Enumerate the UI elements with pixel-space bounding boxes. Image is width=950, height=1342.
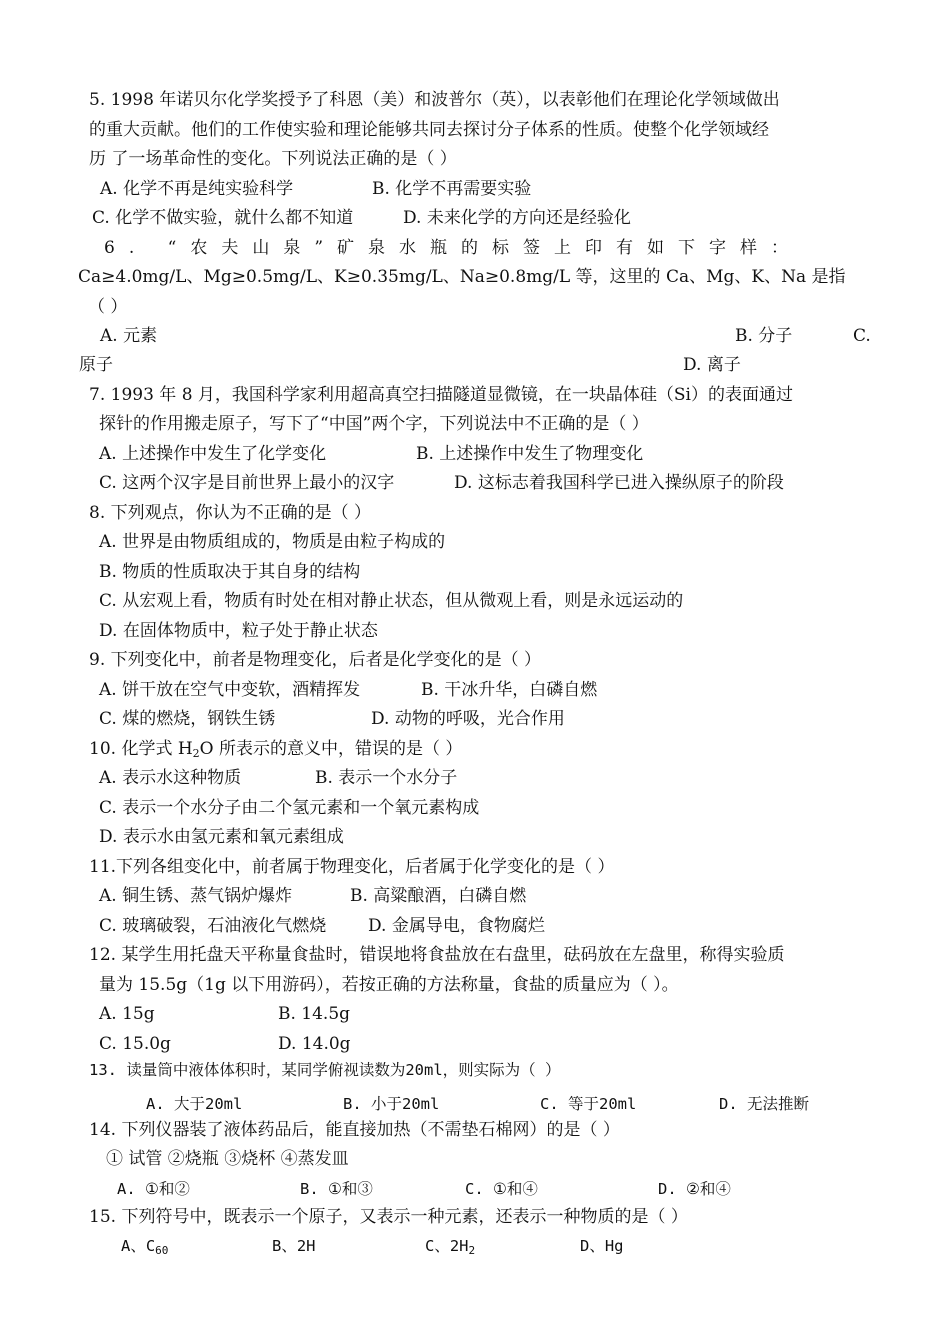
q12-option-d: D. 14.0g bbox=[278, 1034, 351, 1054]
q8-option-b: B. 物质的性质取决于其自身的结构 bbox=[99, 562, 361, 582]
q9-option-a: A. 饼干放在空气中变软，酒精挥发 bbox=[99, 680, 361, 700]
q5-stem-line3: 历 了一场革命性的变化。下列说法正确的是（ ） bbox=[89, 149, 457, 169]
q6-option-b: B. 分子 bbox=[735, 326, 793, 346]
q10-option-d: D. 表示水由氢元素和氧元素组成 bbox=[99, 827, 344, 847]
q10-stem bbox=[89, 737, 462, 766]
q15-option-c-subscript: 2 bbox=[468, 1244, 476, 1257]
q9-option-c: C. 煤的燃烧，钢铁生锈 bbox=[99, 709, 276, 729]
q5-option-a: A. 化学不再是纯实验科学 bbox=[100, 179, 294, 199]
q15-option-a-text: A、C bbox=[121, 1237, 156, 1255]
q10-stem-pre: 10. 化学式 H bbox=[89, 739, 193, 759]
q15-stem: 15. 下列符号中，既表示一个原子，又表示一种元素，还表示一种物质的是（ ） bbox=[89, 1207, 688, 1227]
q6-stem-line3: （ ） bbox=[88, 297, 128, 317]
q7-stem-line2: 探针的作用搬走原子，写下了“中国”两个字，下列说法中不正确的是（ ） bbox=[99, 414, 649, 434]
q15-option-d: D、Hg bbox=[580, 1237, 624, 1255]
q6-stem-line1: 6. “农夫山泉”矿泉水瓶的标签上印有如下字样： bbox=[104, 238, 803, 258]
q9-option-d: D. 动物的呼吸，光合作用 bbox=[371, 709, 565, 729]
q15-option-c-text: C、2H bbox=[425, 1237, 469, 1255]
q8-stem: 8. 下列观点，你认为不正确的是（ ） bbox=[89, 503, 372, 523]
q12-stem-line2: 量为 15.5g（1g 以下用游码），若按正确的方法称量，食盐的质量应为（ ）。 bbox=[99, 975, 679, 995]
q15-option-b: B、2H bbox=[272, 1237, 316, 1255]
q14-option-c: C. ①和④ bbox=[465, 1180, 538, 1198]
q14-option-a: A. ①和② bbox=[117, 1180, 190, 1198]
q6-option-a: A. 元素 bbox=[100, 326, 158, 346]
q5-option-d: D. 未来化学的方向还是经验化 bbox=[403, 208, 631, 228]
q15-option-a bbox=[121, 1234, 168, 1263]
q8-option-d: D. 在固体物质中，粒子处于静止状态 bbox=[99, 621, 378, 641]
q15-option-c bbox=[425, 1234, 475, 1263]
q8-option-c: C. 从宏观上看，物质有时处在相对静止状态，但从微观上看，则是永远运动的 bbox=[99, 591, 684, 611]
q11-option-d: D. 金属导电，食物腐烂 bbox=[368, 916, 545, 936]
q11-option-b: B. 高粱酿酒，白磷自燃 bbox=[350, 886, 527, 906]
q13-option-a: A. 大于20ml bbox=[146, 1095, 243, 1113]
q6-option-c-letter: C. bbox=[853, 326, 871, 346]
q7-option-d: D. 这标志着我国科学已进入操纵原子的阶段 bbox=[454, 473, 784, 493]
q12-stem-line1: 12. 某学生用托盘天平称量食盐时，错误地将食盐放在右盘里，砝码放在左盘里，称得实验质 bbox=[89, 945, 785, 965]
q10-stem-post: O 所表示的意义中，错误的是（ ） bbox=[199, 739, 463, 759]
q10-option-c: C. 表示一个水分子由二个氢元素和一个氧元素构成 bbox=[99, 798, 480, 818]
q7-stem-line1: 7. 1993 年 8 月，我国科学家利用超高真空扫描隧道显微镜，在一块晶体硅（Si）的表面通过 bbox=[89, 385, 793, 405]
q5-option-c: C. 化学不做实验，就什么都不知道 bbox=[92, 208, 354, 228]
q8-option-a: A. 世界是由物质组成的，物质是由粒子构成的 bbox=[99, 532, 446, 552]
q13-option-d: D. 无法推断 bbox=[719, 1095, 809, 1113]
q6-option-d: D. 离子 bbox=[683, 355, 741, 375]
q9-stem: 9. 下列变化中，前者是物理变化，后者是化学变化的是（ ） bbox=[89, 650, 542, 670]
q6-option-c-text: 原子 bbox=[79, 355, 113, 375]
q5-stem-line2: 的重大贡献。他们的工作使实验和理论能够共同去探讨分子体系的性质。使整个化学领域经 bbox=[89, 120, 769, 140]
q12-option-c: C. 15.0g bbox=[99, 1034, 171, 1054]
q10-option-a: A. 表示水这种物质 bbox=[99, 768, 242, 788]
q14-stem: 14. 下列仪器装了液体药品后，能直接加热（不需垫石棉网）的是（ ） bbox=[89, 1120, 620, 1140]
q14-option-d: D. ②和④ bbox=[658, 1180, 731, 1198]
q15-option-a-subscript: 60 bbox=[155, 1244, 169, 1257]
q7-option-a: A. 上述操作中发生了化学变化 bbox=[99, 444, 327, 464]
q13-option-b: B. 小于20ml bbox=[343, 1095, 440, 1113]
q13-stem: 13. 读量筒中液体体积时，某同学俯视读数为20ml，则实际为（ ） bbox=[89, 1061, 561, 1079]
q10-stem-subscript: 2 bbox=[192, 747, 200, 760]
q7-option-c: C. 这两个汉字是目前世界上最小的汉字 bbox=[99, 473, 395, 493]
q11-stem: 11.下列各组变化中，前者属于物理变化，后者属于化学变化的是（ ） bbox=[89, 857, 615, 877]
q7-option-b: B. 上述操作中发生了物理变化 bbox=[416, 444, 644, 464]
q10-option-b: B. 表示一个水分子 bbox=[315, 768, 458, 788]
q11-option-a: A. 铜生锈、蒸气锅炉爆炸 bbox=[99, 886, 293, 906]
q12-option-a: A. 15g bbox=[99, 1004, 155, 1024]
q11-option-c: C. 玻璃破裂，石油液化气燃烧 bbox=[99, 916, 327, 936]
q6-stem-line2: Ca≥4.0mg/L、Mg≥0.5mg/L、K≥0.35mg/L、Na≥0.8mg/L 等，这里的 Ca、Mg、K、Na 是指 bbox=[78, 267, 846, 287]
q9-option-b: B. 干冰升华，白磷自燃 bbox=[421, 680, 598, 700]
q5-stem-line1: 5. 1998 年诺贝尔化学奖授予了科恩（美）和波普尔（英），以表彰他们在理论化学领域做出 bbox=[89, 90, 780, 110]
q14-instrument-list: ① 试管 ②烧瓶 ③烧杯 ④蒸发皿 bbox=[106, 1149, 349, 1169]
q13-option-c: C. 等于20ml bbox=[540, 1095, 637, 1113]
q12-option-b: B. 14.5g bbox=[278, 1004, 351, 1024]
q14-option-b: B. ①和③ bbox=[300, 1180, 373, 1198]
q5-option-b: B. 化学不再需要实验 bbox=[372, 179, 532, 199]
